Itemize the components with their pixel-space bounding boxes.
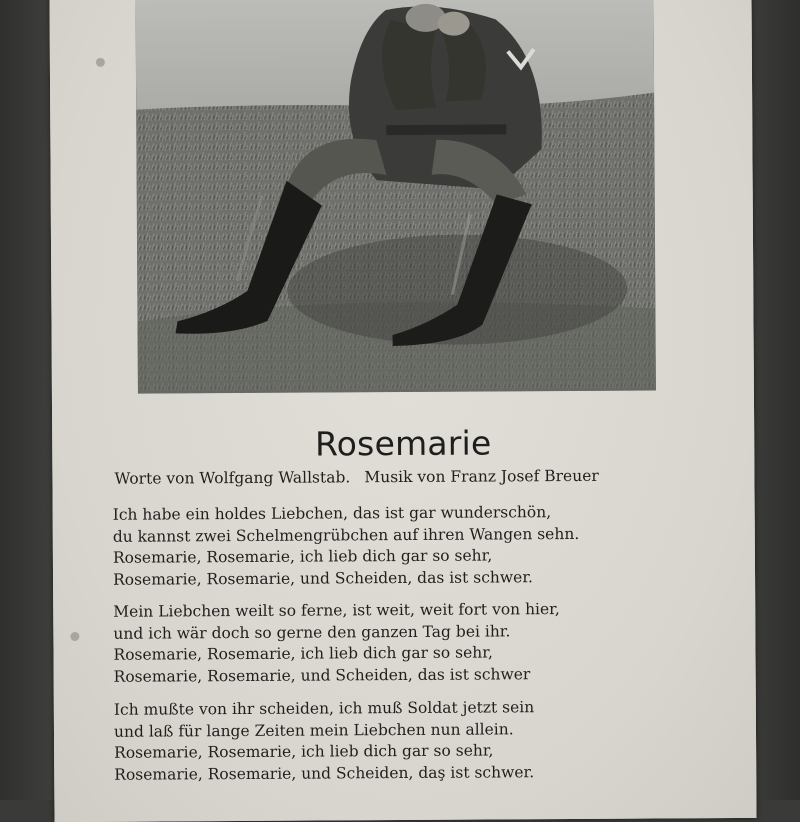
verse-line: du kannst zwei Schelmengrübchen auf ihren Wangen sehn. [112, 524, 580, 546]
paper-speck [70, 632, 79, 641]
verse-line: Rosemarie, Rosemarie, und Scheiden, das ist schwer. [113, 567, 533, 589]
verse-line: Rosemarie, Rosemarie, ich lieb dich gar so sehr, [114, 741, 494, 762]
soldier-photo [135, 0, 655, 394]
song-card [49, 0, 756, 822]
composer-credit: Musik von Franz Josef Breuer [364, 466, 599, 487]
verse-line: Rosemarie, Rosemarie, und Scheiden, daş ist schwer. [114, 762, 535, 784]
verse-line: und laß für lange Zeiten mein Liebchen nun allein. [113, 719, 514, 741]
verse-line: Rosemarie, Rosemarie, ich lieb dich gar so sehr, [113, 643, 493, 664]
verse-line: und ich wär doch so gerne den ganzen Tag bei ihr. [113, 621, 511, 643]
paper-speck [96, 58, 105, 67]
verse-1 [113, 501, 714, 591]
verse-line: Ich habe ein holdes Liebchen, das ist gar wunderschön, [112, 503, 552, 524]
verse-line: Rosemarie, Rosemarie, ich lieb dich gar so sehr, [112, 546, 493, 567]
verse-line: Rosemarie, Rosemarie, und Scheiden, das ist schwer [113, 664, 531, 686]
verse-line: Mein Liebchen weilt so ferne, ist weit, weit fort von hier, [113, 600, 560, 621]
song-credits [114, 466, 694, 488]
verse-3 [114, 696, 715, 786]
song-title: Rosemarie [314, 423, 492, 464]
verse-line: Ich mußte von ihr scheiden, ich muß Soldat jetzt sein [113, 698, 535, 719]
lyricist-credit: Worte von Wolfgang Wallstab. [114, 468, 351, 488]
verse-2 [113, 598, 714, 688]
